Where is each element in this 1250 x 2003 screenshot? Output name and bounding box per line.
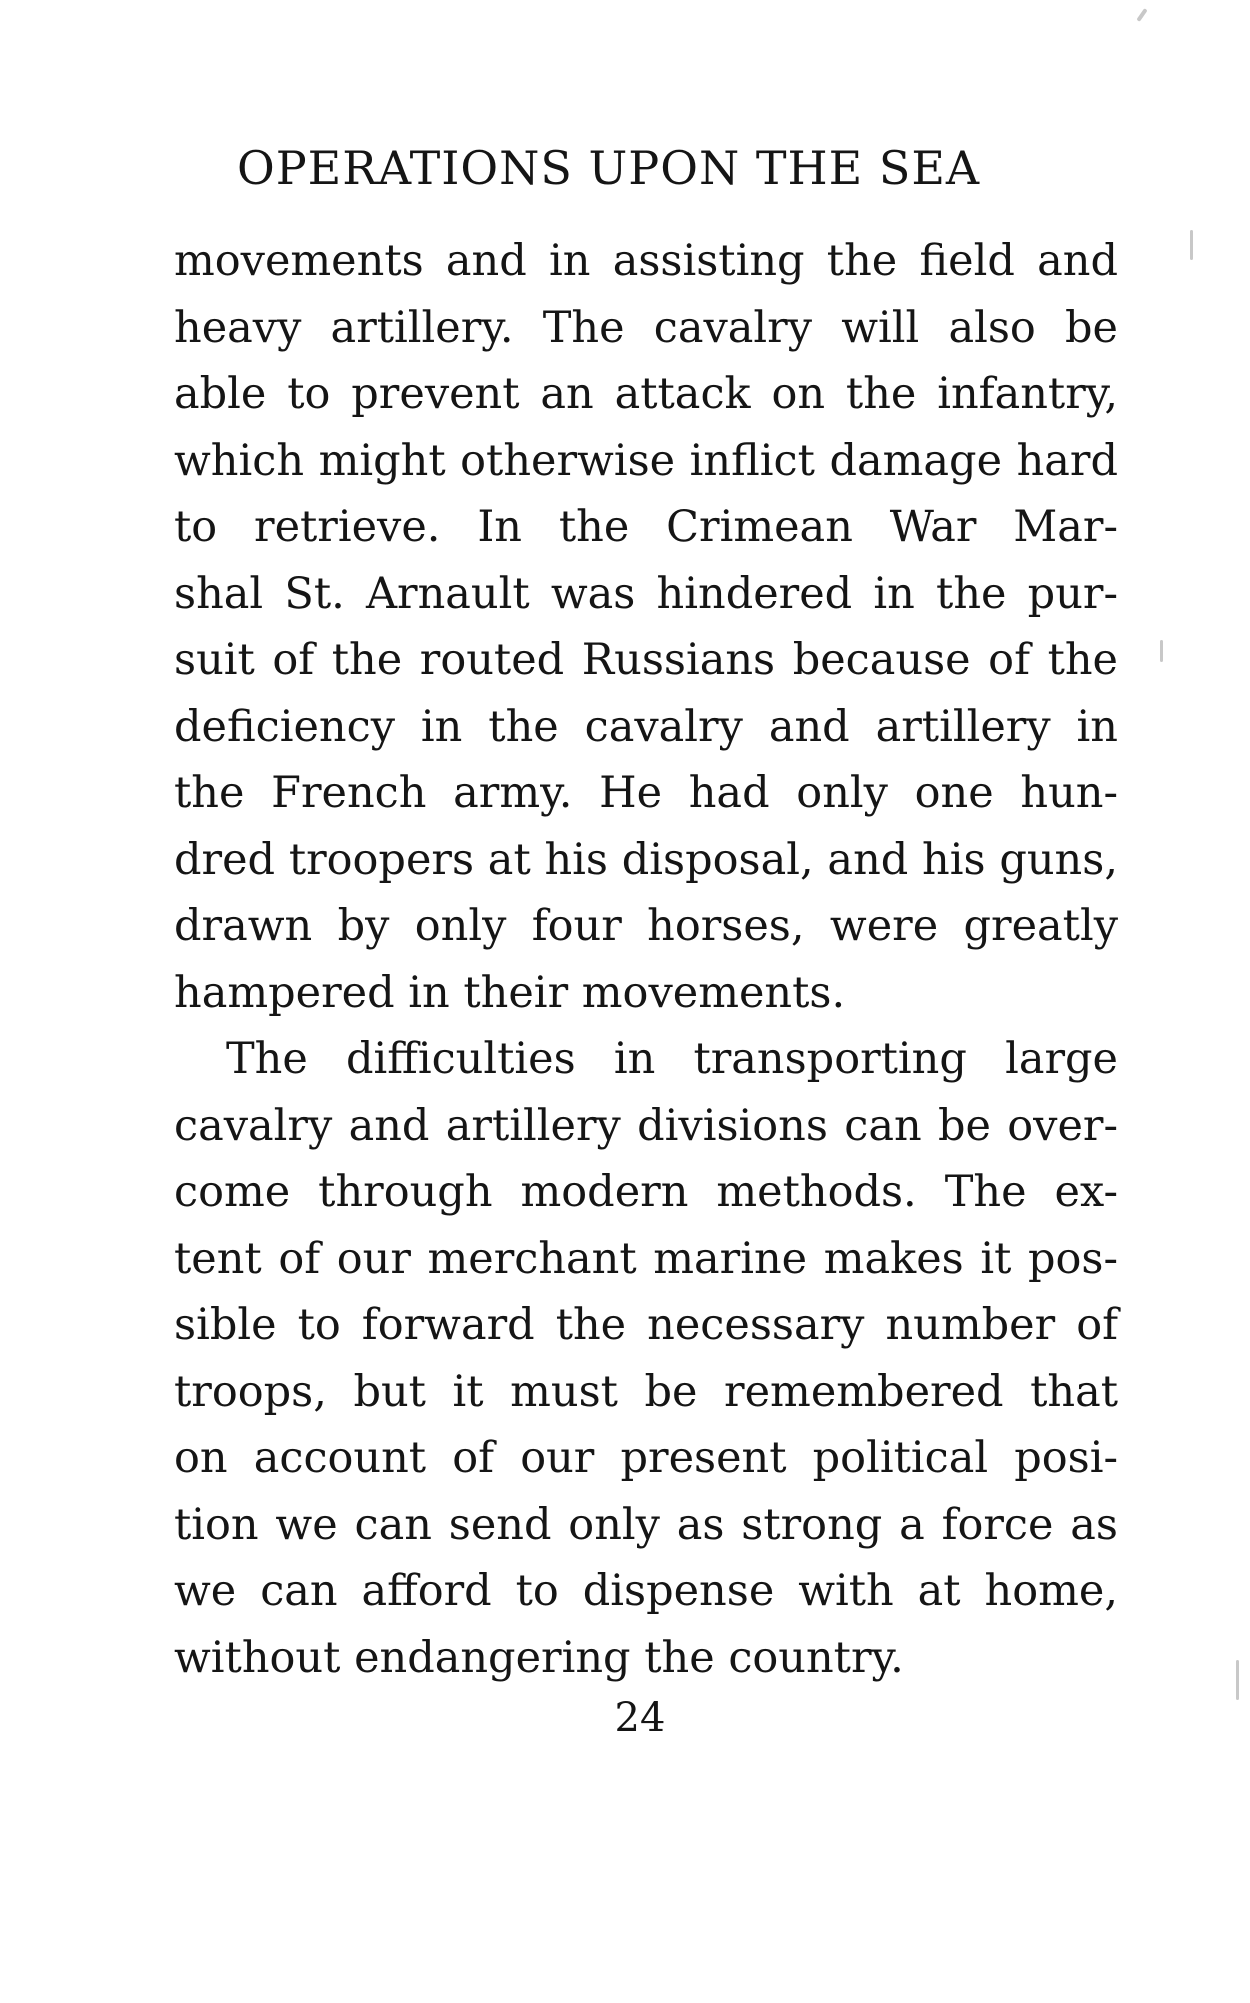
paragraph-2 (174, 1026, 1118, 1691)
text-line: able to prevent an attack on the infantry, (174, 369, 1118, 419)
text-line: The difficulties in transporting large (226, 1034, 1118, 1084)
scan-mark (1136, 8, 1147, 22)
text-line: which might otherwise inflict damage hard (174, 435, 1118, 486)
text-line: we can afford to dispense with at home, (174, 1566, 1118, 1616)
text-line: dred troopers at his disposal, and his guns, (174, 834, 1118, 885)
paragraph-1 (174, 228, 1118, 1026)
text-line: tent of our merchant marine makes it pos- (174, 1233, 1118, 1284)
text-line: come through modern methods. The ex- (174, 1167, 1118, 1217)
text-line: to retrieve. In the Crimean War Mar- (174, 502, 1118, 552)
text-line: sible to forward the necessary number of (174, 1300, 1118, 1350)
text-line: on account of our present political posi- (174, 1433, 1118, 1483)
body-text (174, 228, 1118, 1691)
scan-mark (1160, 640, 1163, 662)
text-line: without endangering the country. (174, 1632, 904, 1683)
text-line: troops, but it must be remembered that (174, 1366, 1118, 1417)
text-line: drawn by only four horses, were greatly (174, 901, 1118, 951)
text-line: heavy artillery. The cavalry will also be (174, 302, 1118, 353)
text-line: movements and in assisting the field and (174, 236, 1118, 286)
text-line: tion we can send only as strong a force as (174, 1499, 1118, 1550)
text-line: deficiency in the cavalry and artillery in (174, 701, 1118, 752)
running-head: OPERATIONS UPON THE SEA (237, 141, 981, 195)
text-line: cavalry and artillery divisions can be over- (174, 1100, 1118, 1151)
text-line: shal St. Arnault was hindered in the pur- (174, 568, 1118, 619)
scan-mark (1236, 1660, 1239, 1700)
text-line: the French army. He had only one hun- (174, 768, 1118, 818)
scan-mark (1190, 230, 1193, 260)
page-number: 24 (614, 1695, 666, 1741)
text-line: hampered in their movements. (174, 967, 846, 1018)
text-line: suit of the routed Russians because of the (174, 635, 1118, 685)
